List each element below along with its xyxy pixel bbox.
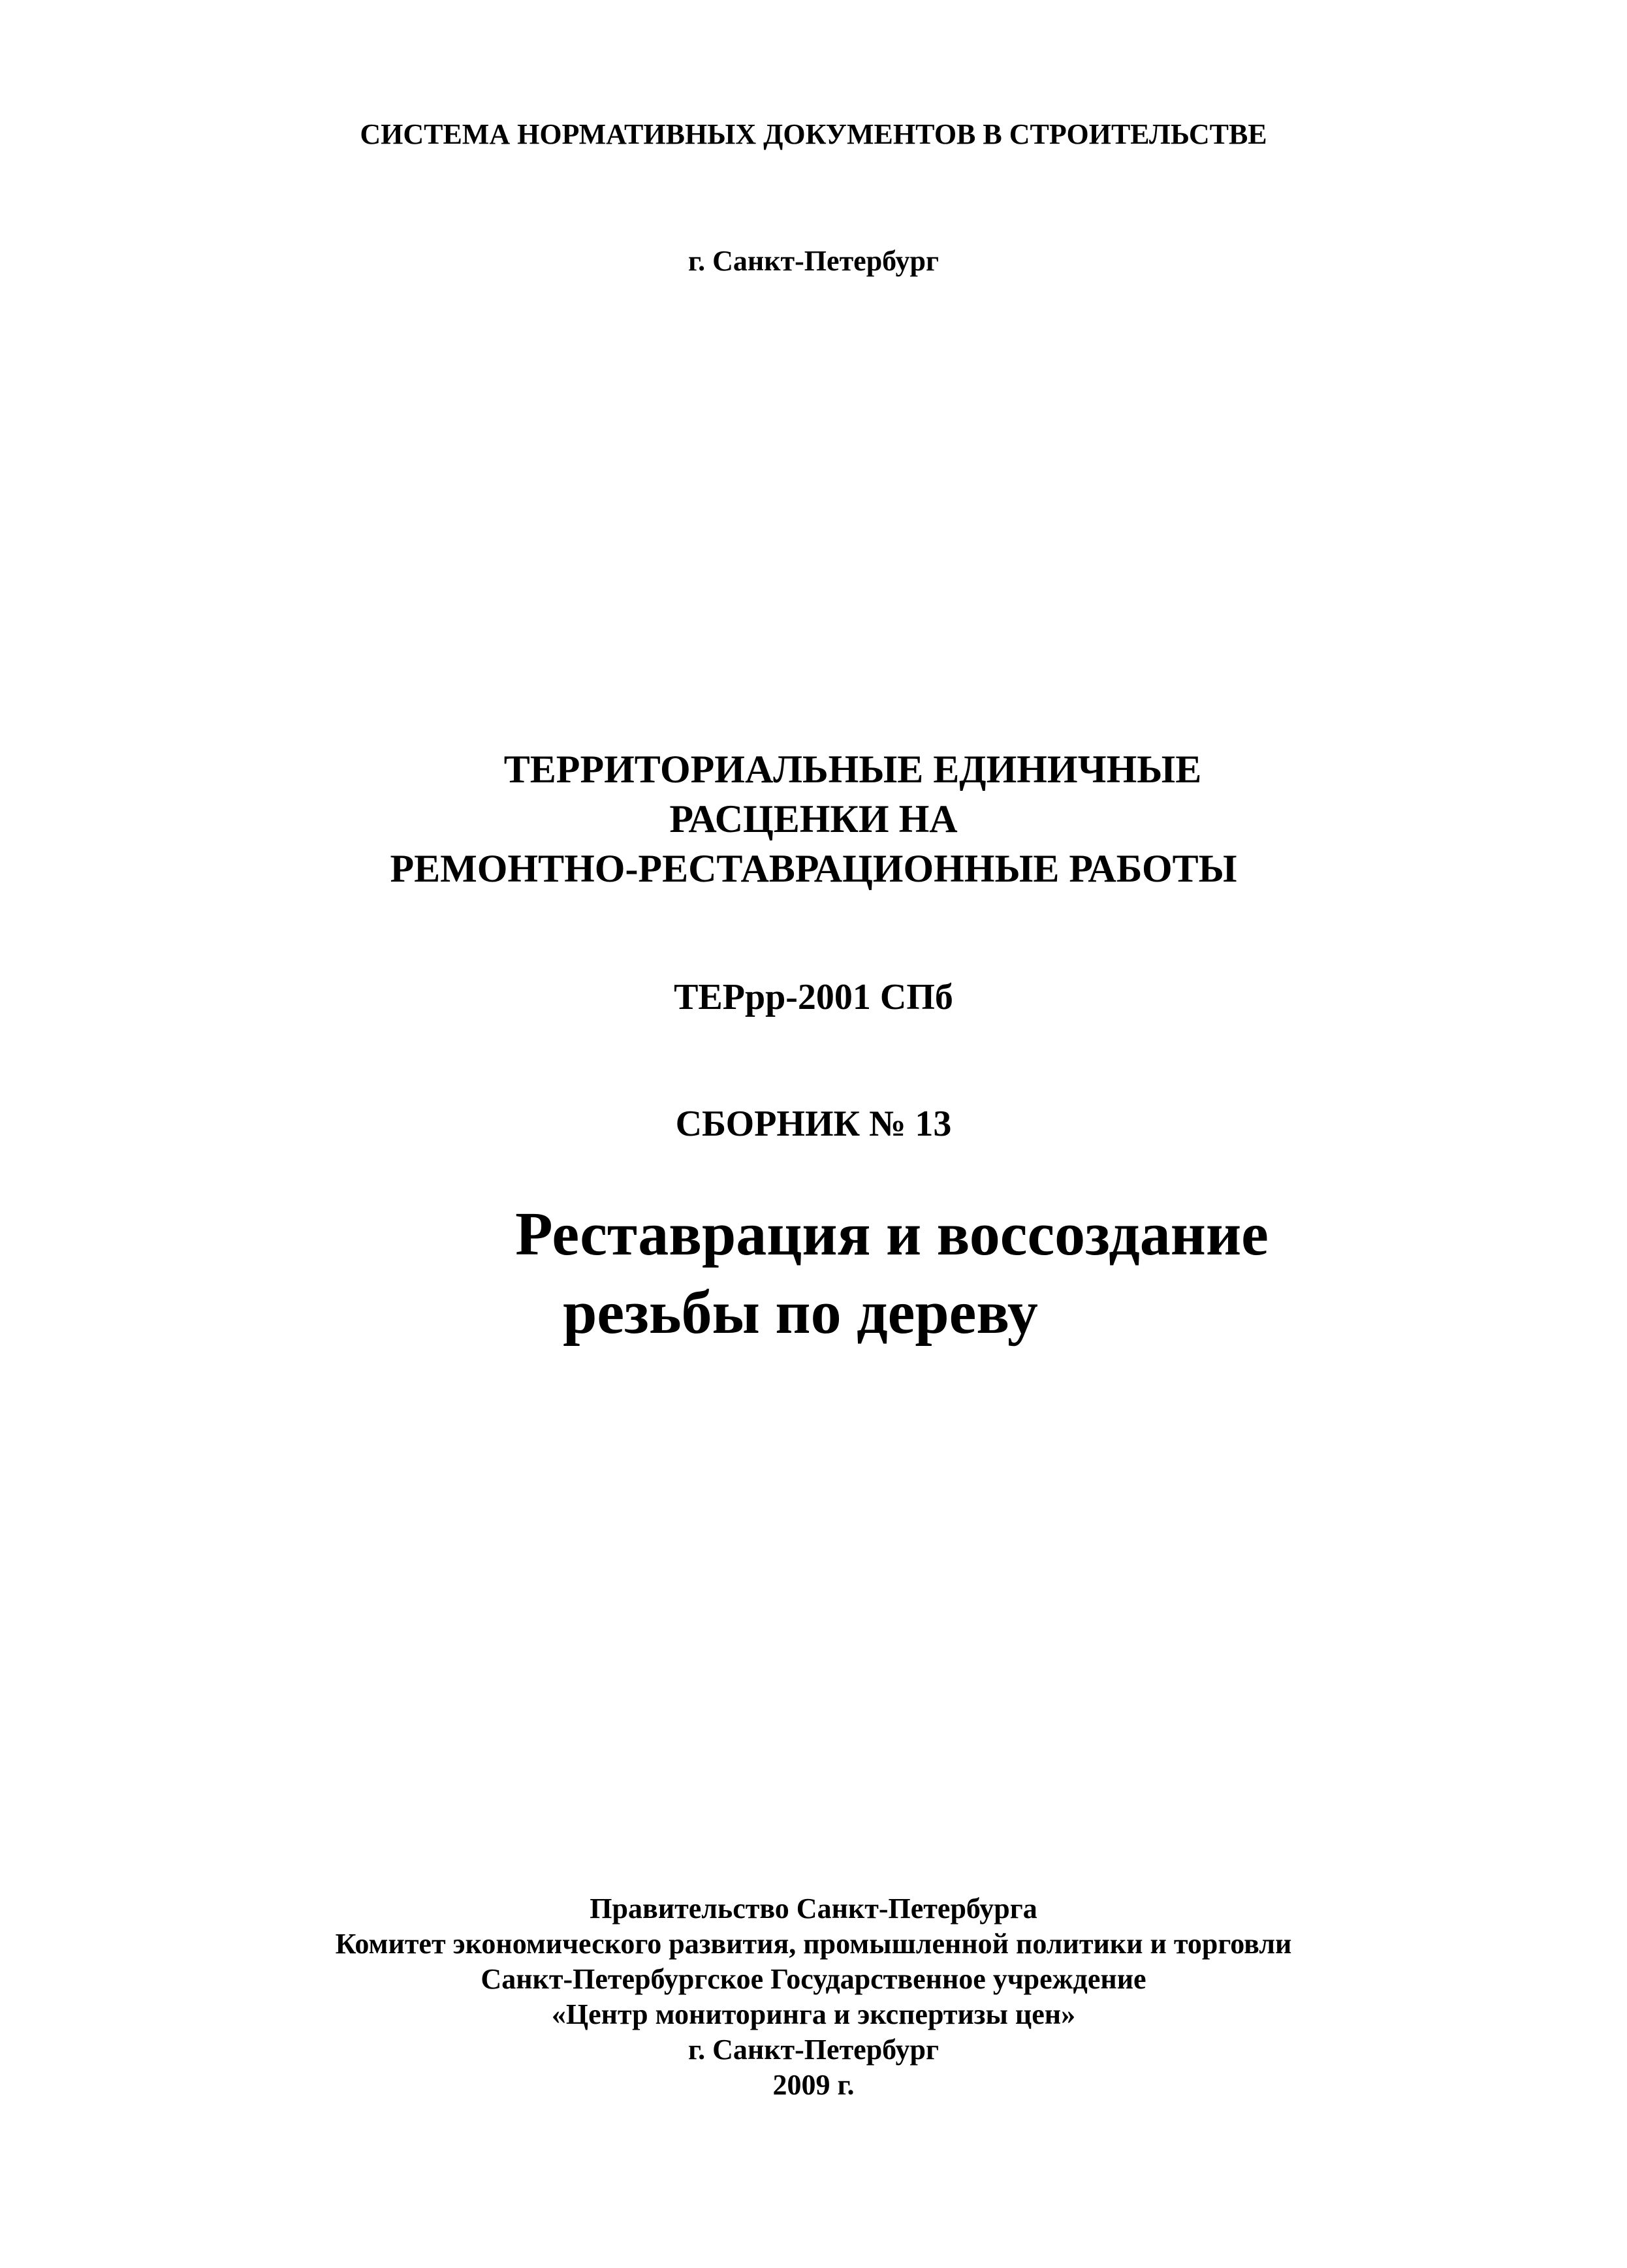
title-line-2: РАСЦЕНКИ НА — [669, 797, 958, 840]
publisher-line: Комитет экономического развития, промышленной политики и торговли — [335, 1928, 1292, 1960]
title-line-3: РЕМОНТНО-РЕСТАВРАЦИОННЫЕ РАБОТЫ — [390, 847, 1237, 890]
publisher-city: г. Санкт-Петербург — [688, 2034, 939, 2066]
title-line-1: ТЕРРИТОРИАЛЬНЫЕ ЕДИНИЧНЫЕ — [503, 748, 1202, 791]
publication-year: 2009 г. — [772, 2069, 855, 2101]
subject-line-2: резьбы по дереву — [563, 1279, 1038, 1347]
header-city: г. Санкт-Петербург — [688, 245, 939, 277]
publisher-line: Правительство Санкт-Петербурга — [590, 1893, 1037, 1925]
document-code: ТЕРрр-2001 СПб — [674, 977, 953, 1017]
subject-line-1: Реставрация и воссоздание — [515, 1200, 1269, 1268]
publisher-line: Санкт-Петербургское Государственное учреждение — [481, 1963, 1146, 1995]
collection-number: СБОРНИК № 13 — [675, 1104, 952, 1144]
series-name: СИСТЕМА НОРМАТИВНЫХ ДОКУМЕНТОВ В СТРОИТЕЛЬСТВЕ — [360, 118, 1267, 150]
publisher-line: «Центр мониторинга и экспертизы цен» — [551, 1998, 1076, 2030]
